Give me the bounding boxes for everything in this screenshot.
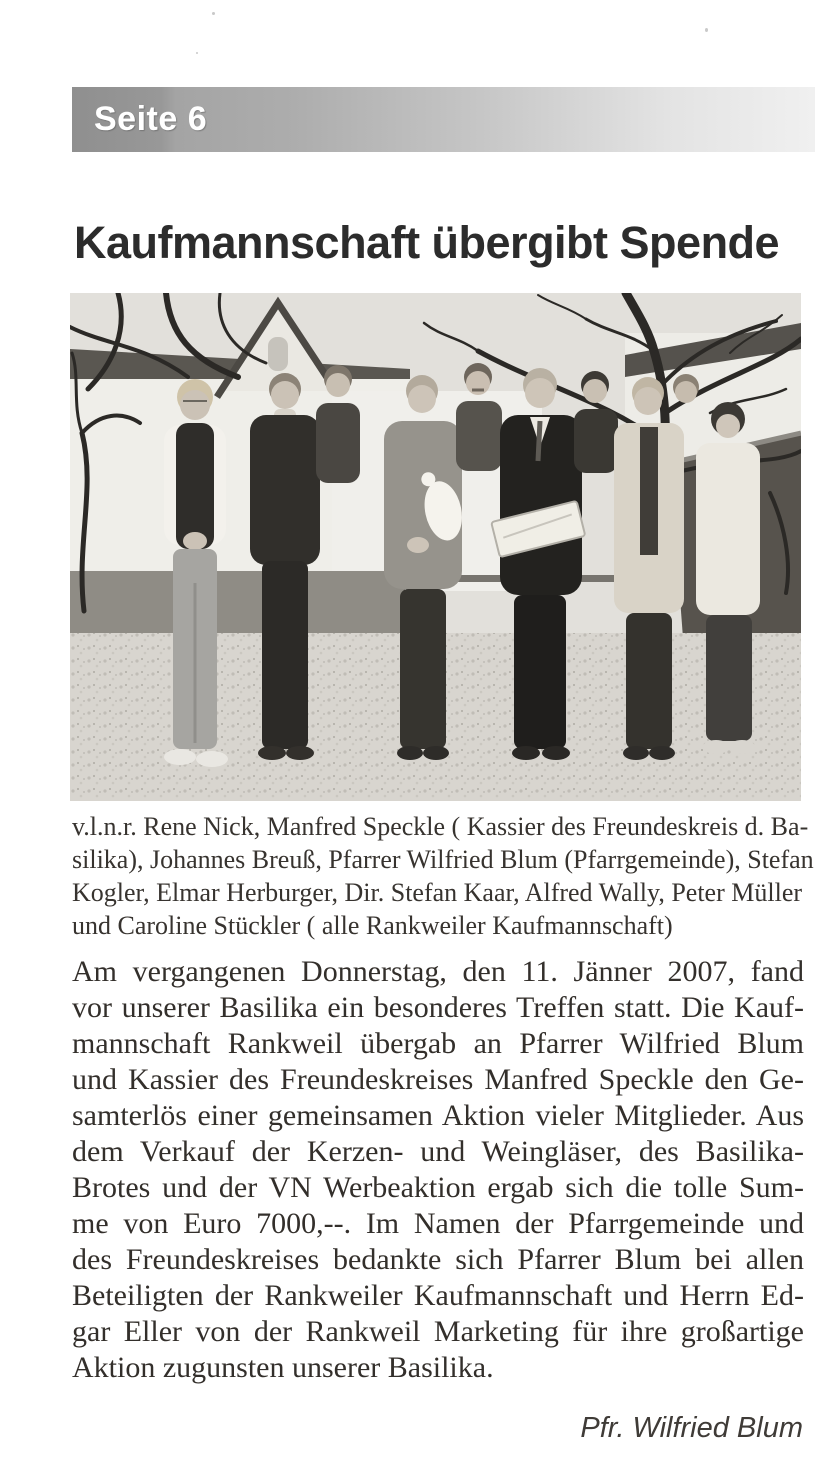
caption-line: und Caroline Stückler ( alle Rankweiler Kaufmannschaft) bbox=[72, 911, 673, 940]
caption-line: Kogler, Elmar Herburger, Dir. Stefan Kaar, Alfred Wally, Peter Müller bbox=[72, 878, 803, 907]
header-bar bbox=[72, 87, 815, 152]
body-text-line: und Kassier des Freundeskreises Manfred Speckle den Ge- bbox=[72, 1063, 804, 1096]
caption-line: silika), Johannes Breuß, Pfarrer Wilfried Blum (Pfarrgemeinde), Stefan bbox=[72, 845, 814, 874]
caption-line: v.l.n.r. Rene Nick, Manfred Speckle ( Kassier des Freundeskreis d. Ba- bbox=[72, 812, 809, 841]
body-text-line: Brotes und der VN Werbeaktion ergab sich die tolle Sum- bbox=[72, 1171, 804, 1204]
body-text-line: Am vergangenen Donnerstag, den 11. Jänner 2007, fand bbox=[72, 955, 804, 988]
body-text-line: vor unserer Basilika ein besonderes Treffen statt. Die Kauf- bbox=[72, 991, 804, 1024]
photo-illustration bbox=[70, 293, 801, 801]
scan-speck bbox=[705, 28, 708, 32]
body-text-line: me von Euro 7000,--. Im Namen der Pfarrgemeinde und bbox=[72, 1207, 804, 1240]
page-number-label: Seite 6 bbox=[94, 100, 208, 138]
scan-speck bbox=[212, 12, 215, 15]
signature-row bbox=[72, 1412, 803, 1445]
body-text-line: gar Eller von der Rankweil Marketing für ihre großartige bbox=[72, 1315, 804, 1348]
scan-speck bbox=[196, 52, 198, 54]
photo-caption bbox=[72, 810, 814, 942]
body-text-line: dem Verkauf der Kerzen- und Weingläser, des Basilika- bbox=[72, 1135, 804, 1168]
headline: Kaufmannschaft übergibt Spende bbox=[74, 217, 780, 268]
group-photo bbox=[70, 293, 801, 801]
body-text-line: Beteiligten der Rankweiler Kaufmannschaft und Herrn Ed- bbox=[72, 1279, 804, 1312]
body-text-line: des Freundeskreises bedankte sich Pfarrer Blum bei allen bbox=[72, 1243, 804, 1276]
body-text-line: mannschaft Rankweil übergab an Pfarrer Wilfried Blum bbox=[72, 1027, 804, 1060]
author-signature: Pfr. Wilfried Blum bbox=[580, 1412, 803, 1444]
body-text-line: Aktion zugunsten unserer Basilika. bbox=[72, 1351, 494, 1384]
body-text-line: samterlös einer gemeinsamen Aktion vieler Mitglieder. Aus bbox=[72, 1099, 804, 1132]
article-body bbox=[72, 954, 804, 1386]
